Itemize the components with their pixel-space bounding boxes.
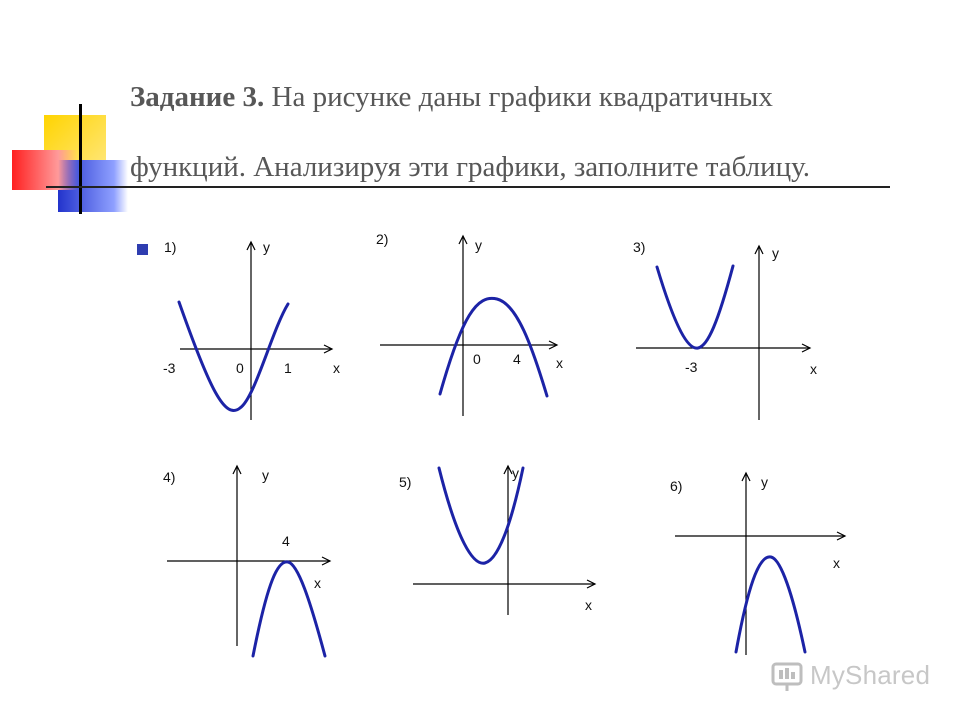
title-line-2: функций. Анализируя эти графики, заполните таблицу.	[130, 151, 811, 183]
graph-label: 6)	[670, 478, 683, 494]
graph-2	[372, 226, 572, 426]
title-line-1-text: На рисунке даны графики квадратичных	[264, 81, 773, 113]
graph-3	[630, 232, 830, 432]
tick-label: 0	[473, 351, 481, 367]
graph-6	[665, 465, 855, 665]
decor-red-square	[12, 150, 78, 190]
decor-vertical-line	[79, 104, 82, 214]
bullet-square-icon	[137, 244, 148, 255]
watermark-logo	[770, 656, 940, 696]
watermark-text: MyShared	[810, 660, 931, 690]
y-axis-label: y	[772, 245, 779, 261]
x-axis-label: x	[333, 360, 340, 376]
parabola-curve	[440, 298, 547, 396]
x-axis-label: x	[556, 355, 563, 371]
x-axis-label: x	[585, 597, 592, 613]
y-axis-label: y	[512, 465, 519, 481]
graph-label: 3)	[633, 239, 646, 255]
y-axis-label: y	[263, 239, 270, 255]
graph-1	[160, 230, 345, 430]
graph-label: 5)	[399, 474, 412, 490]
task-number: Задание 3.	[130, 81, 265, 113]
x-axis-label: x	[314, 575, 321, 591]
tick-label: 1	[284, 360, 292, 376]
tick-label: 0	[236, 360, 244, 376]
y-axis-label: y	[475, 237, 482, 253]
tick-label: -3	[685, 359, 698, 375]
x-axis-label: x	[810, 361, 817, 377]
title-line-1	[130, 62, 930, 132]
tick-label: 4	[282, 533, 290, 549]
slide-title	[130, 62, 930, 202]
parabola-curve	[179, 302, 288, 411]
tick-label: 4	[513, 351, 521, 367]
graph-label: 4)	[163, 469, 176, 485]
presentation-icon	[770, 658, 806, 694]
parabola-curve	[657, 266, 733, 348]
y-axis-label: y	[262, 467, 269, 483]
graph-label: 2)	[376, 231, 389, 247]
tick-label: -3	[163, 360, 176, 376]
y-axis-label: y	[761, 474, 768, 490]
graph-4	[160, 460, 360, 670]
parabola-curve	[439, 468, 523, 563]
graph-5	[395, 460, 605, 620]
graph-label: 1)	[164, 239, 177, 255]
x-axis-label: x	[833, 555, 840, 571]
